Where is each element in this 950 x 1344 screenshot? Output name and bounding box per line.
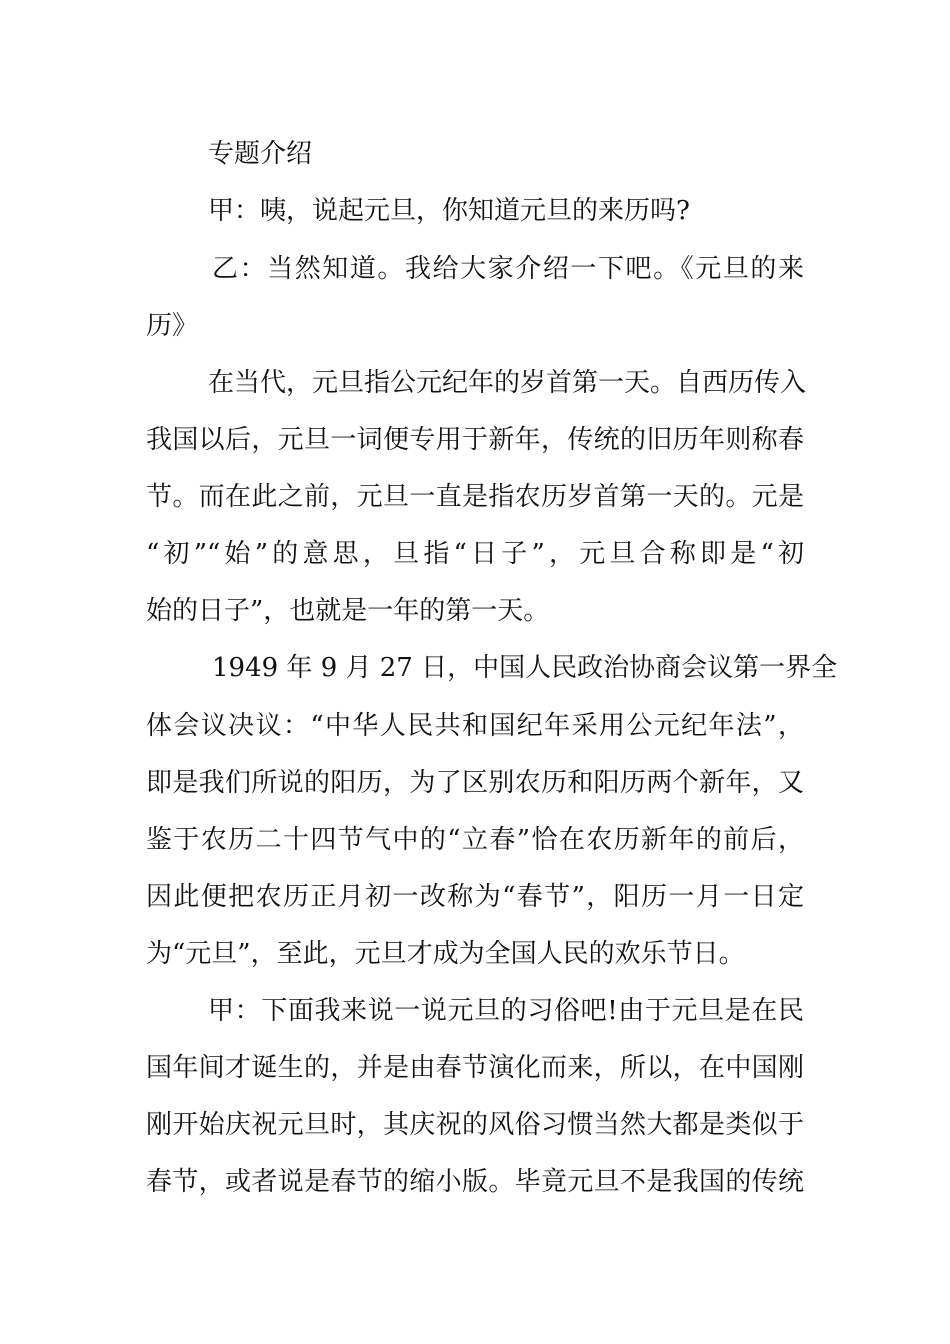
paragraph-first-line: 甲：下面我来说一说元旦的习俗吧!由于元旦是在民 [208,996,804,1026]
paragraph-first-line: 1949 年 9 月 27 日，中国人民政治协商会议第一界全 [212,653,838,683]
text-line: 因此便把农历正月初一改称为“春节”，阳历一月一日定 [146,882,804,912]
text-line: 即是我们所说的阳历，为了区别农历和阳历两个新年，又 [146,768,804,798]
text-line: 体会议决议：“中华人民共和国纪年采用公元纪年法”， [146,711,804,741]
text-line: 我国以后，元旦一词便专用于新年，传统的旧历年则称春 [146,425,804,455]
text-line: “初”“始”的意思，旦指“日子”，元旦合称即是“初 [146,539,804,569]
text-line: 刚开始庆祝元旦时，其庆祝的风俗习惯当然大都是类似于 [146,1110,804,1140]
text-line: 鉴于农历二十四节气中的“立春”恰在农历新年的前后， [146,825,804,855]
dialogue-line: 甲：咦，说起元旦，你知道元旦的来历吗? [208,196,690,226]
text-line: 节。而在此之前，元旦一直是指农历岁首第一天的。元是 [146,482,804,512]
text-line: 为“元旦”，至此，元旦才成为全国人民的欢乐节日。 [146,939,745,969]
section-heading: 专题介绍 [208,139,313,169]
dialogue-line: 乙：当然知道。我给大家介绍一下吧。《元旦的来 [212,254,804,284]
text-line: 春节，或者说是春节的缩小版。毕竟元旦不是我国的传统 [146,1167,804,1197]
text-line: 国年间才诞生的，并是由春节演化而来，所以，在中国刚 [146,1053,804,1083]
paragraph-first-line: 在当代，元旦指公元纪年的岁首第一天。自西历传入 [208,368,807,398]
text-line: 历》 [146,311,199,341]
text-line: 始的日子”，也就是一年的第一天。 [146,596,550,626]
